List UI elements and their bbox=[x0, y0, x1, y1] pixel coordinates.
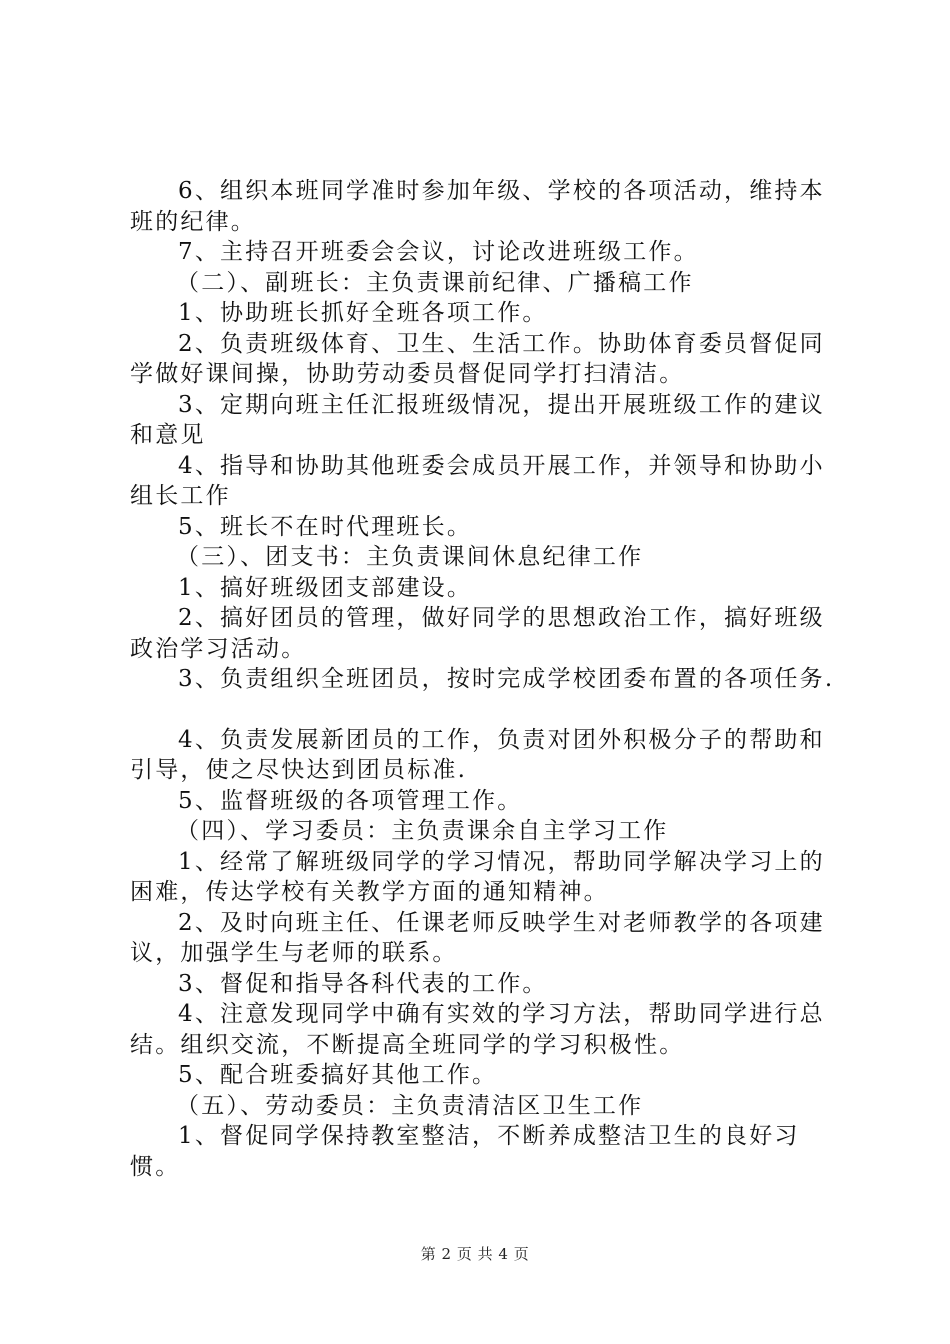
list-item: 4、负责发展新团员的工作，负责对团外积极分子的帮助和引导，使之尽快达到团员标准. bbox=[130, 726, 825, 783]
list-item: 1、经常了解班级同学的学习情况，帮助同学解决学习上的困难，传达学校有关教学方面的通知精神。 bbox=[130, 848, 825, 905]
list-item: 4、指导和协助其他班委会成员开展工作，并领导和协助小组长工作 bbox=[130, 452, 825, 509]
list-item: 5、监督班级的各项管理工作。 bbox=[178, 787, 523, 814]
section-heading: （二）、副班长：主负责课前纪律、广播稿工作 bbox=[176, 269, 694, 296]
list-item: 3、负责组织全班团员，按时完成学校团委布置的各项任务. bbox=[178, 666, 835, 692]
list-item: 4、注意发现同学中确有实效的学习方法，帮助同学进行总结。组织交流，不断提高全班同学的学习积极性。 bbox=[130, 1001, 825, 1058]
list-item: 3、定期向班主任汇报班级情况，提出开展班级工作的建议和意见 bbox=[130, 391, 825, 448]
list-item: 1、督促同学保持教室整洁，不断养成整洁卫生的良好习惯。 bbox=[130, 1123, 800, 1180]
list-item: 6、组织本班同学准时参加年级、学校的各项活动，维持本班的纪律。 bbox=[130, 178, 825, 235]
page-footer: 第 2 页 共 4 页 bbox=[420, 1245, 530, 1263]
list-item: 3、督促和指导各科代表的工作。 bbox=[178, 970, 548, 997]
list-item: 1、协助班长抓好全班各项工作。 bbox=[178, 300, 548, 326]
list-item: 5、配合班委搞好其他工作。 bbox=[178, 1062, 498, 1088]
list-item: 5、班长不在时代理班长。 bbox=[178, 513, 473, 540]
document-body bbox=[130, 176, 842, 1182]
list-item: 2、负责班级体育、卫生、生活工作。协助体育委员督促同学做好课间操，协助劳动委员督促同学打扫清洁。 bbox=[130, 330, 825, 387]
section-heading: （四）、学习委员：主负责课余自主学习工作 bbox=[176, 818, 669, 844]
list-item: 2、及时向班主任、任课老师反映学生对老师教学的各项建议，加强学生与老师的联系。 bbox=[130, 909, 825, 966]
section-heading: （五）、劳动委员：主负责清洁区卫生工作 bbox=[176, 1092, 644, 1119]
list-item: 2、搞好团员的管理，做好同学的思想政治工作，搞好班级政治学习活动。 bbox=[130, 605, 825, 662]
section-heading: （三）、团支书：主负责课间休息纪律工作 bbox=[176, 544, 644, 570]
list-item: 1、搞好班级团支部建设。 bbox=[178, 574, 473, 601]
list-item: 7、主持召开班委会会议，讨论改进班级工作。 bbox=[178, 239, 699, 265]
